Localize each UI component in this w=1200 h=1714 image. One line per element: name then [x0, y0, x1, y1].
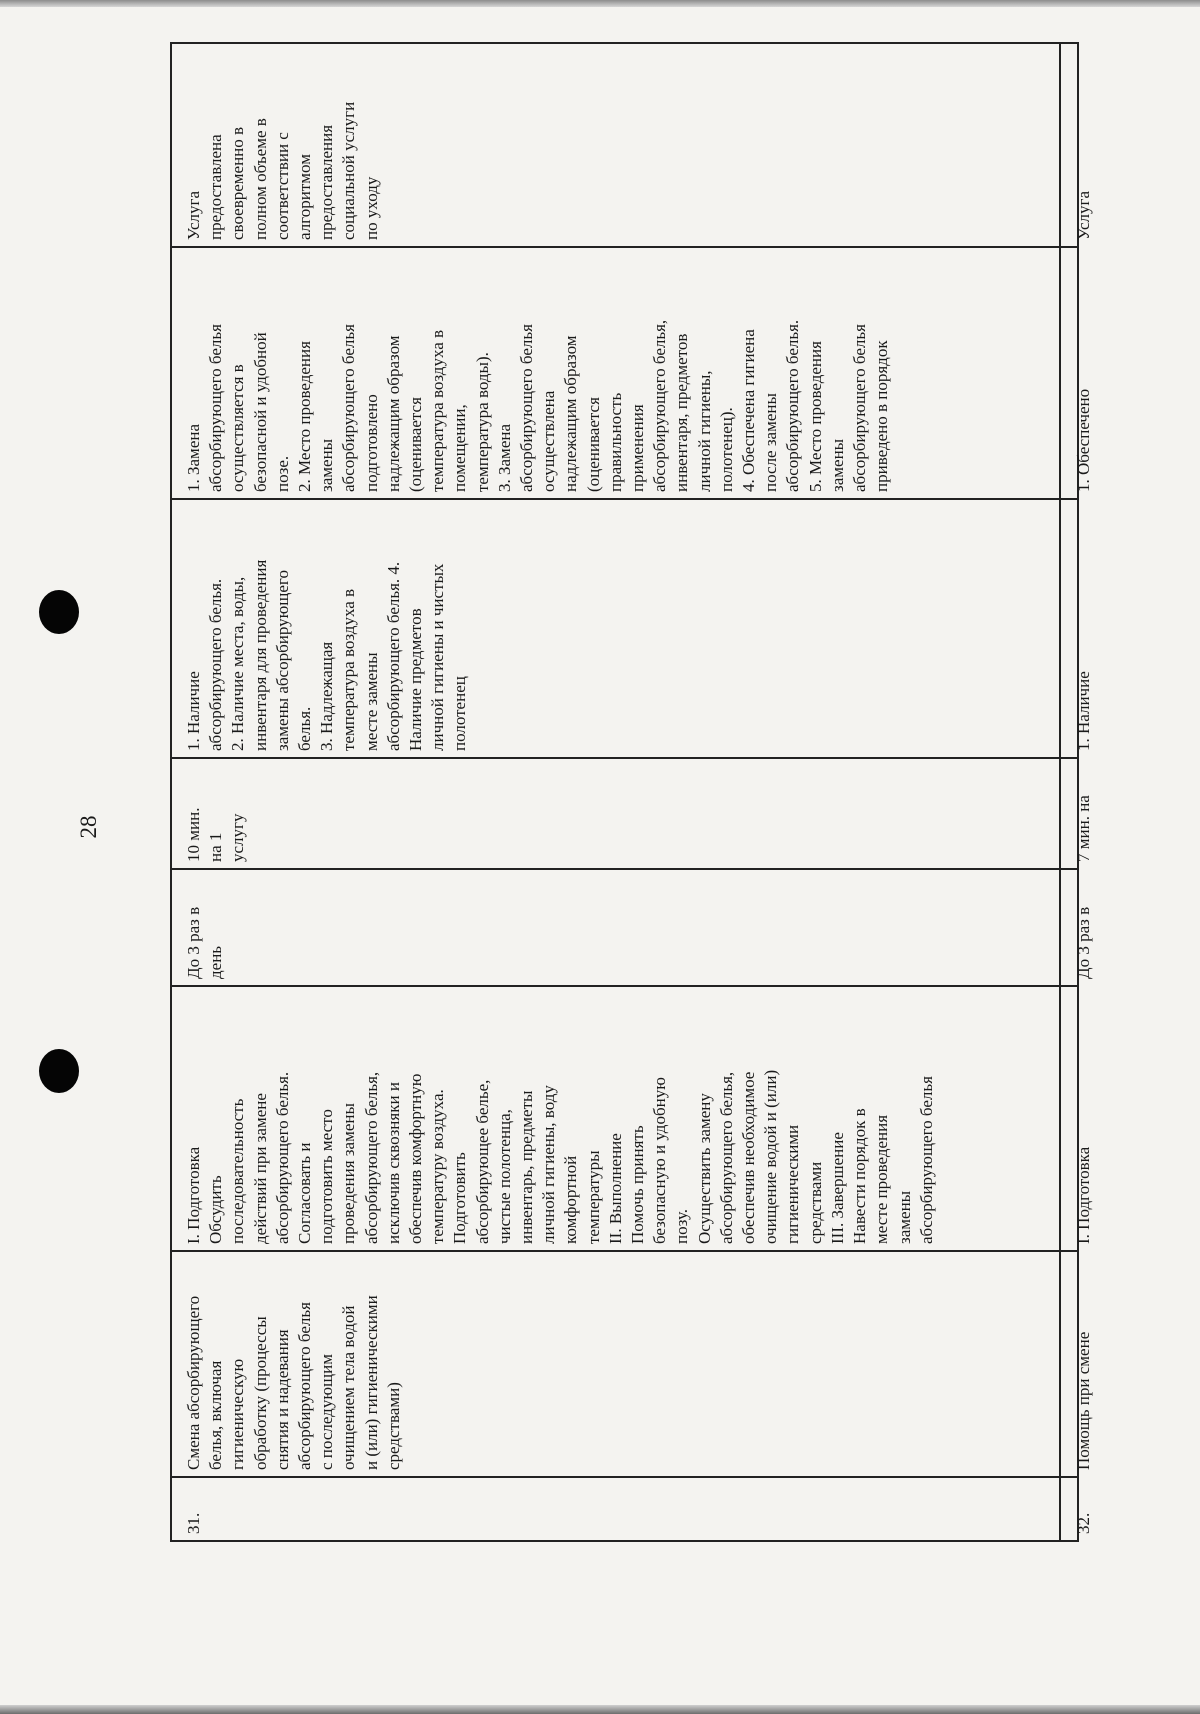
row-32-service-name: Помощь при смене: [1074, 1331, 1093, 1470]
col-divider: [170, 1476, 1079, 1478]
row-31-conditions: 1. Наличие абсорбирующего белья. 2. Наличие места, воды, инвентаря для проведения замены абсорбирующего белья. 3. Надлежащая температура воздуха в месте замены абсорбирующего белья. 4. Наличие предметов личной гигиены и чистых полотенец: [184, 559, 470, 751]
row-31-quality-indicators: 1. Замена абсорбирующего белья осуществляется в безопасной и удобной позе. 2. Место проведения замены абсорбирующего белья подготовлено надлежащим образом (оценивается температура воздуха в помещении, температура воды). 3. Замена абсорбирующего белья осуществлена надлежащим образом (оценивается правильность применения абсорбирующего белья, инвентаря, предметов личной гигиены, полотенец). 4. Обеспечена гигиена после замены абсорбирующего белья. 5. Место проведения замены абсорбирующего белья приведено в порядок: [184, 319, 892, 492]
row-31-result: Услуга предоставлена своевременно в полном объеме в соответствии с алгоритмом предоставления социальной услуги по уходу: [184, 101, 381, 240]
row-32-result: Услуга: [1074, 190, 1093, 240]
row-31-duration: 10 мин. на 1 услугу: [184, 807, 248, 862]
row-31-procedure: I. Подготовка Обсудить последовательность действий при замене абсорбирующего белья. Согласовать и подготовить место проведения замены абсорбирующего белья, исключив сквозняки и обеспечив комфортную температуру воздуха. Подготовить абсорбирующее белье, чистые полотенца, инвентарь, предметы личной гигиены, воду комфортной температуры II. Выполнение Помочь принять безопасную и удобную позу. Осуществить замену абсорбирующего белья, обеспечив необходимое очищение водой и (или) гигиеническими средствами III. Завершение Навести порядок в месте проведения замены абсорбирующего белья: [184, 1069, 936, 1244]
row-32-conditions: 1. Наличие: [1074, 671, 1093, 751]
row-32-quality-indicators: 1. Обеспечено: [1074, 388, 1093, 492]
scan-edge-bottom: [0, 1705, 1200, 1714]
row-32-number: 32.: [1074, 1512, 1093, 1534]
row-31-number: 31.: [184, 1512, 203, 1534]
punch-hole: [39, 1049, 79, 1093]
punch-hole: [39, 590, 79, 634]
row-31-frequency: До 3 раз в день: [184, 906, 226, 979]
scan-edge-top: [0, 0, 1200, 7]
col-divider: [170, 1250, 1079, 1252]
col-divider: [170, 757, 1079, 759]
row-32-duration: 7 мин. на: [1074, 795, 1093, 862]
table-border-left: [170, 42, 172, 1542]
table-border-top: [170, 42, 1079, 44]
row-32-procedure: I. Подготовка: [1074, 1146, 1093, 1244]
page-number: 28: [76, 815, 101, 839]
table-border-bottom: [170, 1540, 1079, 1542]
col-divider: [170, 985, 1079, 987]
col-divider: [170, 868, 1079, 870]
row-31-service-name: Смена абсорбирующего белья, включая гигиеническую обработку (процессы снятия и надевания абсорбирующего белья с последующим очищением тела водой и (или) гигиеническими средствами): [184, 1295, 403, 1470]
col-divider: [170, 498, 1079, 500]
row-32-frequency: До 3 раз в: [1074, 906, 1093, 979]
